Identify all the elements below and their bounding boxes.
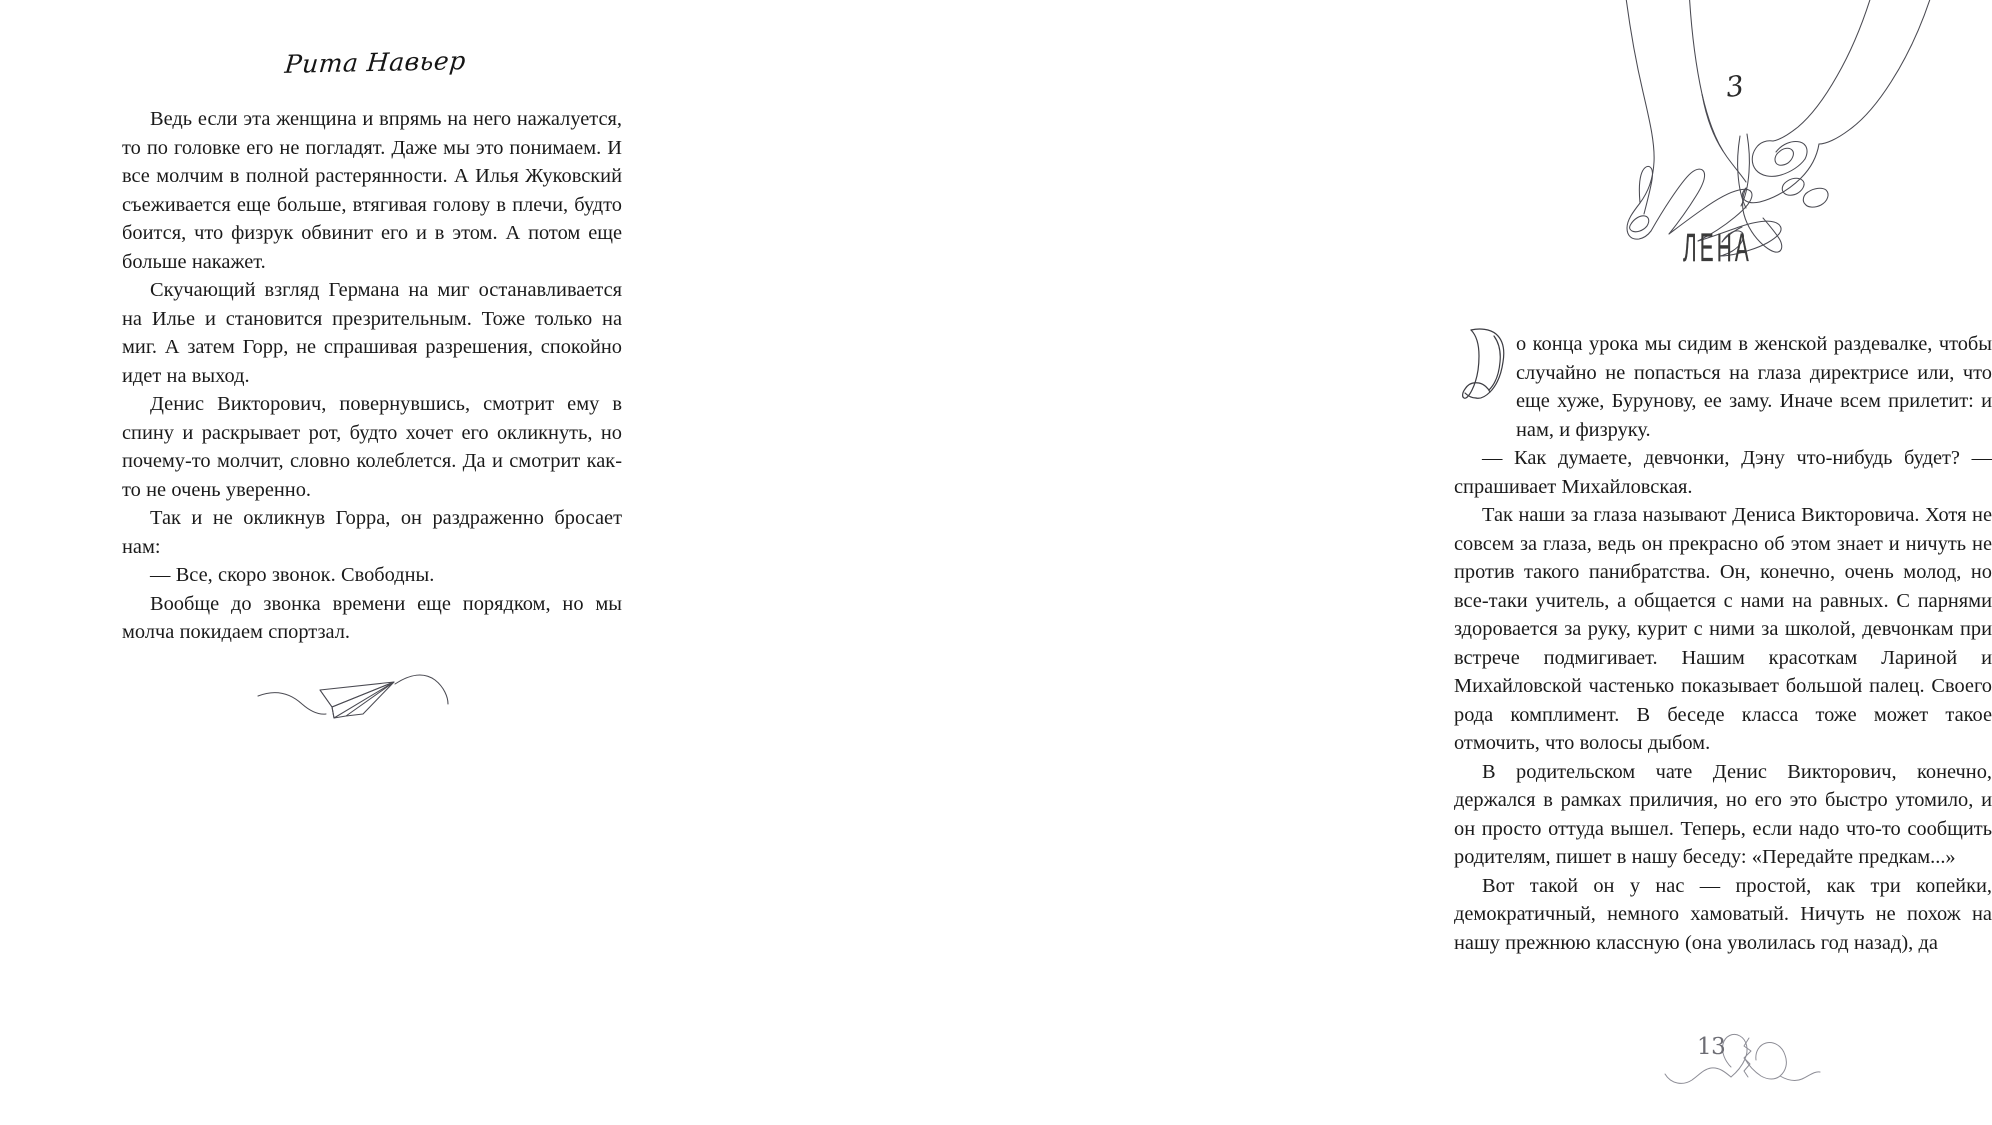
paragraph: Скучающий взгляд Германа на миг останавливается на Илье и становится презрительным. Тоже только на миг. А затем Горр, не спрашивая разрешения, спокойно идет на выход. bbox=[122, 279, 622, 387]
paragraph: Денис Викторович, повернувшись, смотрит ему в спину и раскрывает рот, будто хочет его окликнуть, но почему-то молчит, словно колеблется. Да и смотрит как-то не очень уверенно. bbox=[122, 393, 622, 501]
paragraph: Так наши за глаза называют Дениса Викторовича. Хотя не совсем за глаза, ведь он прекрасно об этом знает и ничуть не против такого панибратства. Он, конечно, очень молод, но все-таки учитель, а общается с нами на равных. С парнями здоровается за руку, курит с ними за школой, девчонкам при встрече подмигивает. Нашим красоткам Лариной и Михайловской частенько показывает большой палец. Своего рода комплимент. В беседе класса тоже может такое отмочить, что волосы дыбом. bbox=[1454, 504, 1992, 754]
dialogue-line: — Все, скоро звонок. Свободны. bbox=[150, 564, 435, 586]
right-page bbox=[697, 0, 1992, 1125]
page-folio bbox=[1659, 1022, 1829, 1096]
paragraph: Так и не окликнув Горра, он раздраженно бросает нам: bbox=[122, 507, 622, 558]
left-column-text bbox=[122, 105, 622, 647]
first-paragraph: о конца урока мы сидим в женской раздевалке, чтобы случайно не попасться на глаза директрисе или, что еще хуже, Бурунову, ее заму. Иначе всем прилетит: и нам, и физруку. bbox=[1516, 333, 1992, 441]
paragraph: В родительском чате Денис Викторович, конечно, держался в рамках приличия, но его это быстро утомило, и он просто оттуда вышел. Теперь, если надо что-то сообщить родителям, пишет в нашу беседу: «Передайте предкам...» bbox=[1454, 760, 1992, 868]
dialogue-line: — Как думаете, девчонки, Дэну что-нибудь будет? — спрашивает Михайловская. bbox=[1454, 447, 1992, 498]
linked-hands-illustration bbox=[1543, 0, 1963, 296]
left-page bbox=[0, 0, 697, 1125]
running-head-author: Рита Навьер bbox=[283, 46, 468, 79]
chapter-title: ЛЕНА bbox=[1683, 226, 1752, 270]
chapter-number: 3 bbox=[1724, 69, 1746, 104]
paragraph: Ведь если эта женщина и впрямь на него нажалуется, то по головке его не погладят. Даже мы это понимаем. И все молчим в полной растерянности. А Илья Жуковский съеживается еще больше, втягивая голову в плечи, будто боится, что физрук обвинит его и в этом. А потом еще больше накажет. bbox=[122, 108, 622, 273]
right-column-text bbox=[1454, 330, 1992, 957]
paragraph: Вот такой он у нас — простой, как три копейки, демократичный, немного хамоватый. Ничуть не похож на нашу прежнюю классную (она уволилась год назад), да bbox=[1454, 874, 1992, 954]
paragraph: Вообще до звонка времени еще порядком, но мы молча покидаем спортзал. bbox=[122, 592, 622, 643]
paper-airplane-icon bbox=[252, 652, 512, 738]
page-number: 13 bbox=[1697, 1034, 1726, 1060]
